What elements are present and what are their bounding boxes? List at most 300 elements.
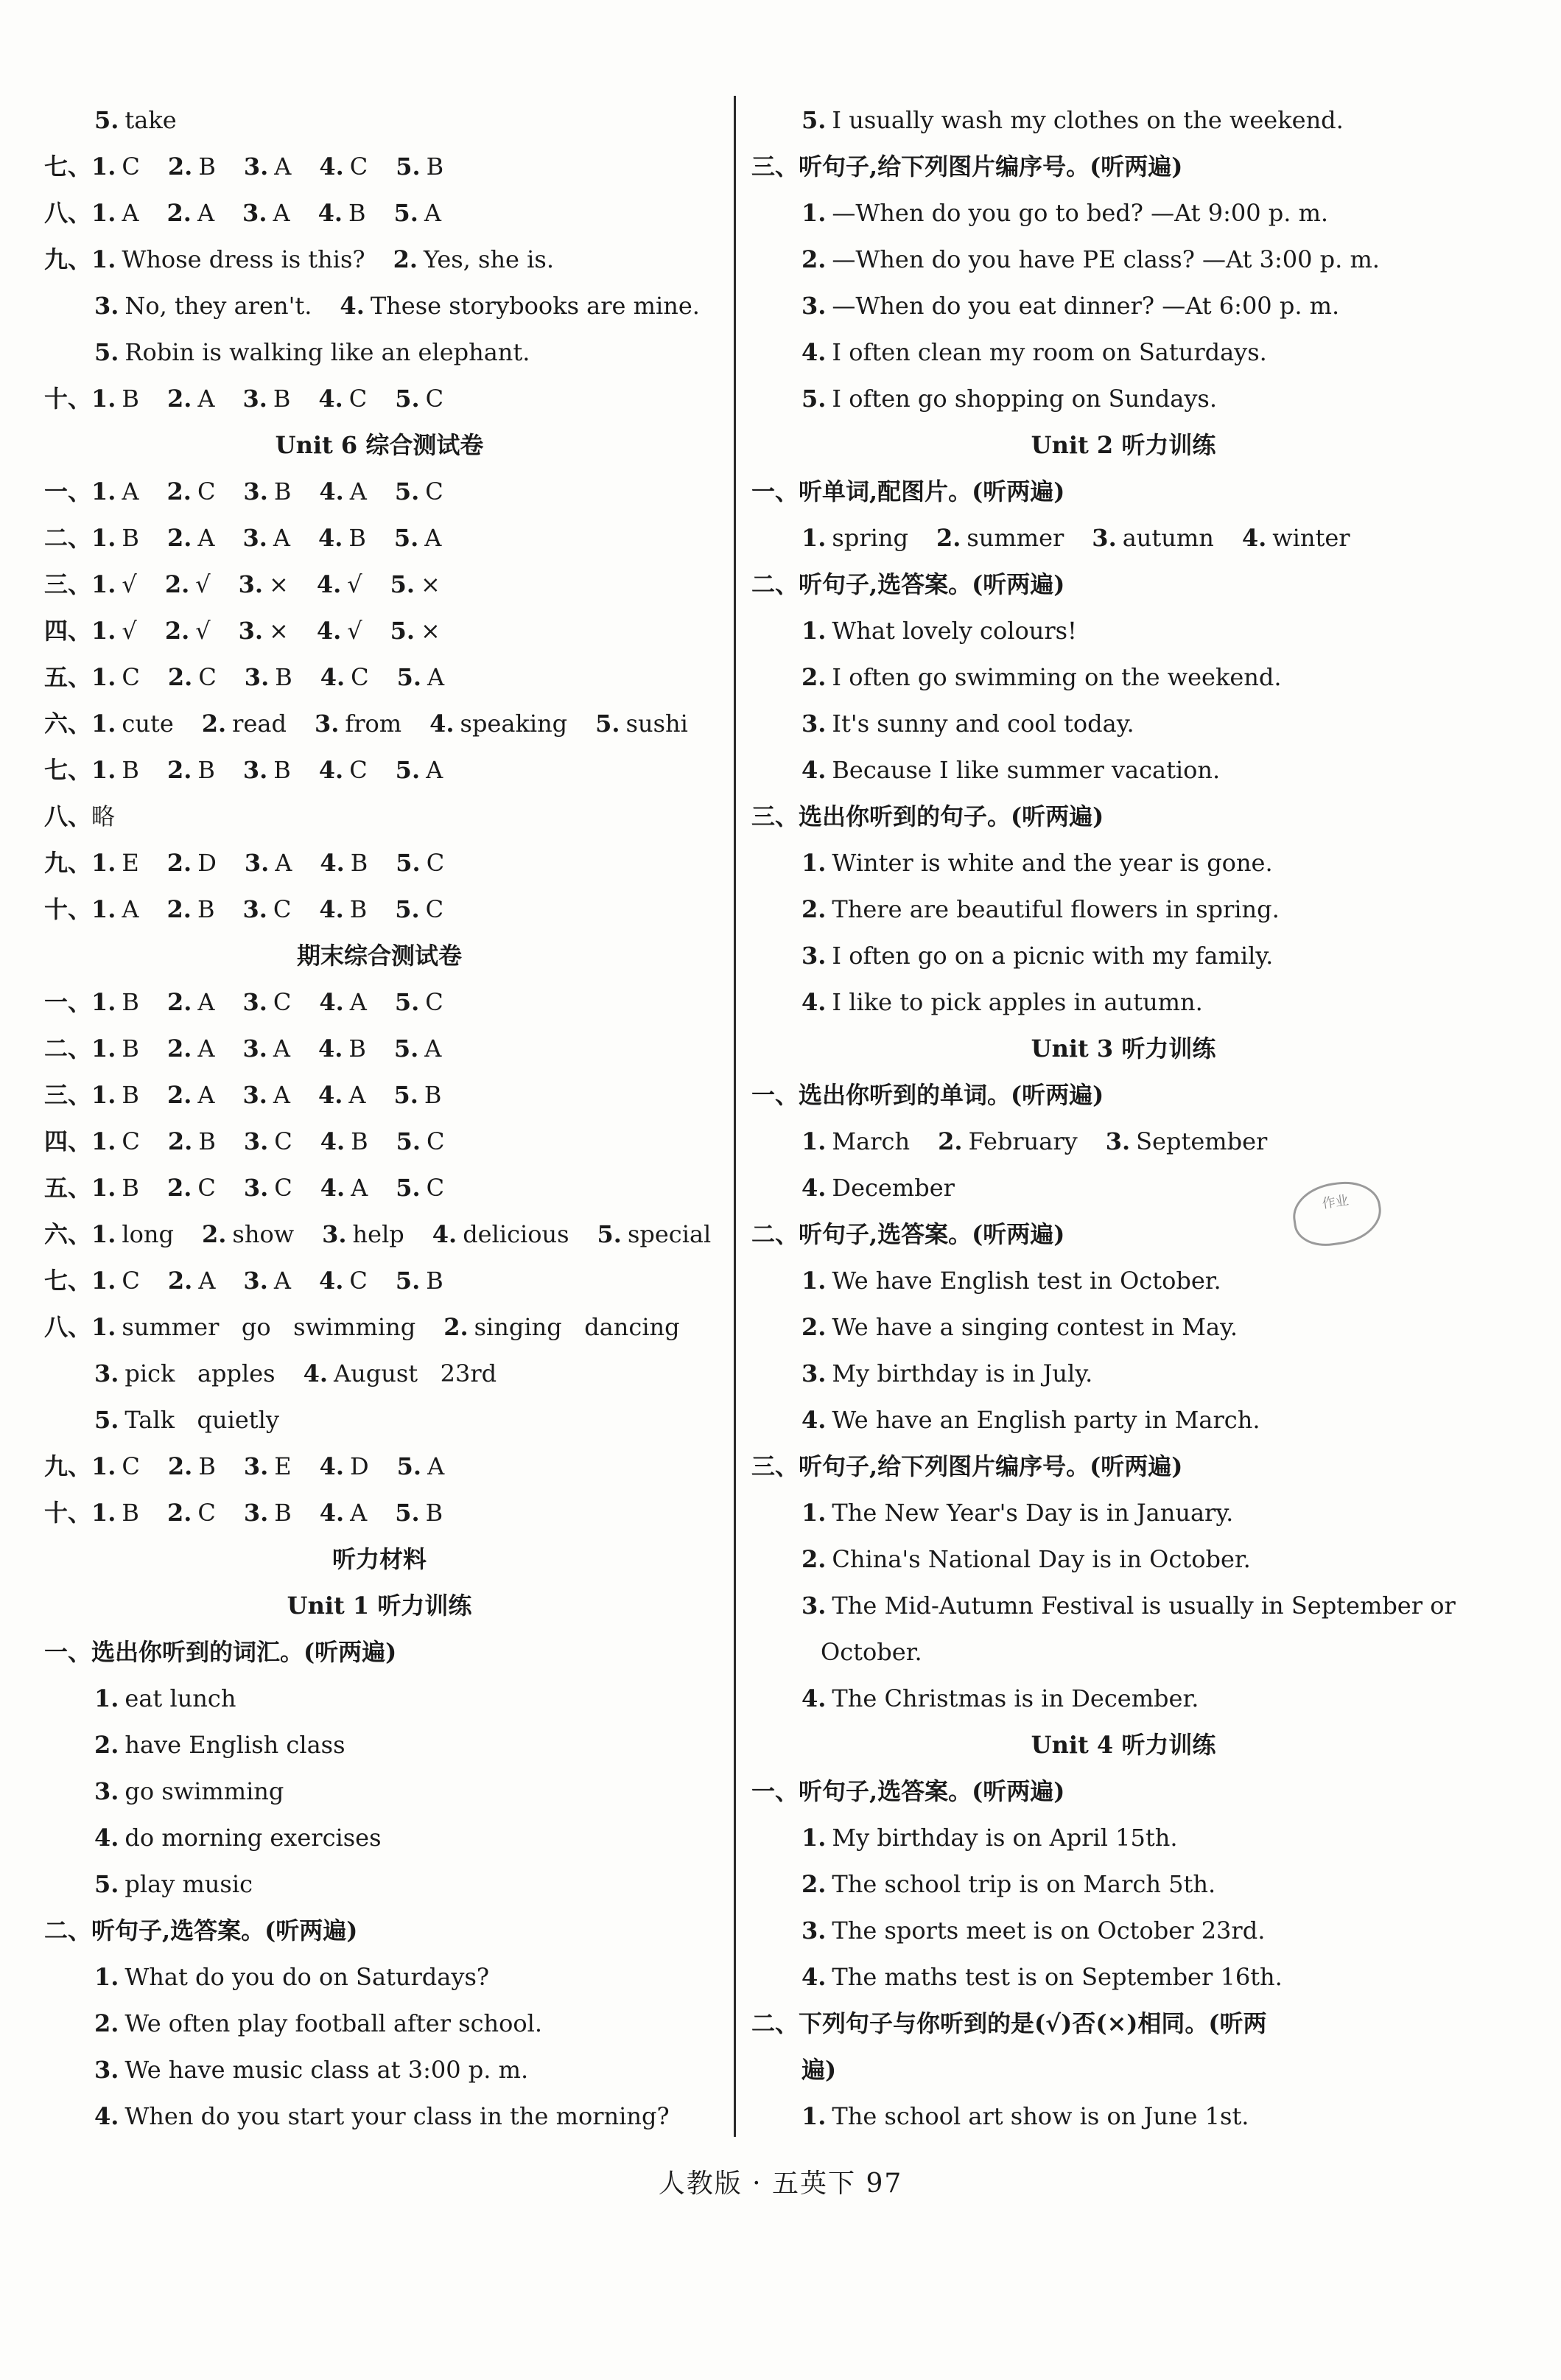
answer-item [94, 1963, 489, 1991]
item-text: B [349, 895, 368, 923]
answer-item [318, 385, 367, 413]
answer-item [242, 385, 290, 413]
item-text: B [275, 663, 292, 691]
answer-item [91, 1081, 139, 1109]
answer-line [751, 1351, 1495, 1397]
answer-item [319, 895, 367, 923]
answer-item [801, 1684, 1199, 1712]
item-text: show [232, 1220, 295, 1248]
item-number: 3. [801, 1359, 827, 1387]
section-number: 十、 [44, 1499, 92, 1527]
item-number: 1. [91, 245, 116, 273]
answer-line [44, 97, 715, 144]
item-text: The Mid-Autumn Festival is usually in September or [832, 1592, 1456, 1620]
item-number: 4. [320, 849, 345, 877]
answer-item [91, 756, 139, 784]
item-text: C [273, 895, 292, 923]
item-number: 3. [238, 617, 264, 645]
item-text: pick apples [124, 1359, 276, 1387]
item-number: 4. [432, 1220, 457, 1248]
answer-item [801, 1499, 1233, 1527]
answer-item [244, 1127, 292, 1155]
item-text: C [197, 1174, 216, 1202]
item-text: A [350, 1499, 368, 1527]
answer-item [1242, 524, 1350, 552]
answer-item [91, 802, 115, 830]
item-number: 4. [340, 292, 365, 320]
answer-item [801, 1824, 1177, 1852]
item-number: 3. [243, 1174, 269, 1202]
item-text: C [197, 1499, 216, 1527]
item-number: 4. [94, 2102, 119, 2130]
item-number: 1. [91, 477, 116, 505]
answer-line [44, 886, 715, 933]
item-text: B [122, 385, 139, 413]
answer-item [801, 988, 1203, 1016]
item-number: 5. [396, 1452, 422, 1480]
item-number: 5. [396, 849, 421, 877]
answer-item [395, 988, 443, 1016]
item-number: 1. [91, 663, 116, 691]
item-text: √ [122, 570, 137, 598]
answer-item [396, 1174, 444, 1202]
item-text: I often clean my room on Saturdays. [832, 338, 1267, 366]
answer-item [319, 756, 368, 784]
item-number: 4. [94, 1824, 119, 1852]
answer-item [319, 1267, 368, 1295]
item-number: 3. [242, 385, 267, 413]
answer-line [44, 1490, 715, 1536]
item-number: 1. [94, 1684, 119, 1712]
item-text: C [425, 477, 443, 505]
item-text: C [349, 153, 368, 181]
answer-item [801, 1545, 1251, 1573]
item-text: × [269, 617, 289, 645]
answer-item [397, 663, 445, 691]
answer-item [202, 1220, 294, 1248]
answer-line [751, 701, 1495, 747]
item-number: 4. [320, 1174, 345, 1202]
item-text: B [122, 1174, 139, 1202]
item-number: 3. [243, 1127, 269, 1155]
item-number: 4. [801, 756, 827, 784]
answer-line [751, 1815, 1495, 1861]
answer-line [44, 1676, 715, 1722]
item-number: 3. [243, 1267, 268, 1295]
item-text: These storybooks are mine. [370, 292, 700, 320]
item-text: B [274, 1499, 292, 1527]
item-number: 3. [314, 710, 340, 738]
item-text: A [122, 895, 139, 923]
answer-item [91, 385, 139, 413]
item-number: 1. [91, 1313, 116, 1341]
item-number: 2. [166, 895, 192, 923]
item-number: 4. [318, 1035, 343, 1063]
answer-item [801, 849, 1273, 877]
item-text: December [832, 1174, 955, 1202]
answer-item [801, 756, 1220, 784]
item-number: 3. [243, 477, 268, 505]
answer-line [44, 2001, 715, 2047]
answer-line [44, 840, 715, 886]
answer-item [396, 756, 443, 784]
answer-item [91, 199, 139, 227]
answer-item [168, 1127, 216, 1155]
answer-item [94, 2009, 542, 2037]
section-number: 五、 [44, 1174, 92, 1202]
item-text: B [426, 1267, 443, 1295]
item-number: 4. [319, 895, 344, 923]
section-number: 二、 [44, 1035, 92, 1063]
item-text: Winter is white and the year is gone. [832, 849, 1273, 877]
item-text: singing dancing [474, 1313, 680, 1341]
item-number: 3. [94, 2056, 119, 2084]
item-number: 1. [91, 385, 116, 413]
item-text: B [348, 524, 366, 552]
answer-item [318, 1081, 366, 1109]
item-text: B [273, 385, 291, 413]
item-text: √ [195, 617, 211, 645]
item-text: √ [195, 570, 211, 598]
answer-item [801, 663, 1282, 691]
item-text: B [197, 895, 215, 923]
answer-line [44, 1072, 715, 1119]
item-number: 4. [316, 570, 342, 598]
item-text: C [274, 1127, 292, 1155]
answer-line [751, 886, 1495, 933]
answer-item [91, 570, 137, 598]
item-text: What lovely colours! [832, 617, 1077, 645]
item-number: 2. [166, 849, 192, 877]
item-text: × [421, 570, 441, 598]
section-number: 六、 [44, 710, 92, 738]
item-text: C [122, 663, 140, 691]
answer-line [751, 933, 1495, 979]
item-number: 1. [91, 617, 116, 645]
item-text: B [122, 988, 139, 1016]
item-text: B [348, 199, 366, 227]
answer-item [168, 663, 217, 691]
answer-item [1092, 524, 1214, 552]
item-text: A [424, 199, 441, 227]
item-text: Yes, she is. [423, 245, 554, 273]
item-number: 2. [167, 1127, 193, 1155]
item-number: 5. [394, 477, 420, 505]
item-text: 略 [91, 802, 116, 830]
item-text: C [198, 663, 217, 691]
answer-item [91, 663, 140, 691]
item-text: speaking [460, 710, 568, 738]
answer-line [751, 1490, 1495, 1536]
item-number: 5. [396, 663, 422, 691]
item-number: 5. [395, 385, 420, 413]
section-number: 一、 [44, 988, 92, 1016]
item-number: 2. [801, 663, 827, 691]
answer-line [751, 283, 1495, 329]
answer-item [167, 385, 215, 413]
answer-item [243, 477, 291, 505]
item-number: 5. [801, 385, 827, 413]
item-number: 3. [801, 1592, 827, 1620]
section-heading: Unit 6 综合测试卷 [275, 431, 484, 459]
item-number: 4. [1241, 524, 1267, 552]
answer-item [91, 1035, 139, 1063]
answer-item [395, 895, 443, 923]
item-number: 4. [801, 1963, 827, 1991]
item-number: 1. [91, 1174, 116, 1202]
answer-item [94, 338, 530, 366]
answer-item [597, 1220, 712, 1248]
answer-line [751, 1304, 1495, 1351]
item-number: 1. [801, 1127, 827, 1155]
answer-line [751, 97, 1495, 144]
item-text: My birthday is in July. [832, 1359, 1093, 1387]
item-text: —When do you have PE class? —At 3:00 p. m. [832, 245, 1380, 273]
answer-line [44, 1815, 715, 1861]
item-text: No, they aren't. [124, 292, 312, 320]
item-text: A [424, 524, 442, 552]
answer-item [396, 153, 443, 181]
answer-item [91, 710, 174, 738]
item-number: 3. [801, 292, 827, 320]
answer-item [91, 988, 139, 1016]
item-text: Robin is walking like an elephant. [124, 338, 530, 366]
item-text: C [425, 385, 444, 413]
answer-item [801, 1174, 955, 1202]
item-number: 5. [395, 895, 420, 923]
item-text: We have a singing contest in May. [832, 1313, 1238, 1341]
item-text: special [627, 1220, 712, 1248]
answer-item [396, 1267, 443, 1295]
item-text: C [426, 849, 445, 877]
item-text: spring [832, 524, 908, 552]
item-number: 3. [1105, 1127, 1131, 1155]
item-number: 1. [801, 1824, 827, 1852]
question-title: 二、听句子,选答案。(听两遍) [751, 1220, 1065, 1248]
answer-item [801, 617, 1077, 645]
answer-item [397, 1452, 445, 1480]
item-number: 2. [167, 1452, 193, 1480]
item-number: 3. [244, 663, 270, 691]
item-number: 5. [396, 1127, 421, 1155]
answer-item [801, 1406, 1260, 1434]
answer-item [390, 570, 441, 598]
answer-line [751, 1536, 1495, 1583]
answer-line [751, 1861, 1495, 1908]
item-text: A [349, 477, 367, 505]
item-text: October. [821, 1638, 922, 1666]
item-number: 2. [801, 245, 827, 273]
section-number: 十、 [44, 895, 92, 923]
item-text: A [426, 756, 443, 784]
item-text: sushi [625, 710, 688, 738]
item-text: A [427, 663, 445, 691]
item-text: A [424, 1035, 442, 1063]
answer-item [91, 1127, 140, 1155]
item-text: A [198, 1267, 216, 1295]
answer-item [393, 1081, 441, 1109]
answer-line [751, 515, 1495, 561]
answer-line [44, 329, 715, 376]
answer-line [44, 237, 715, 283]
item-number: 2. [167, 1267, 193, 1295]
question-title: 二、听句子,选答案。(听两遍) [751, 570, 1065, 598]
answer-item [167, 988, 215, 1016]
section-number: 一、 [44, 477, 92, 505]
item-number: 1. [801, 524, 827, 552]
answer-item [595, 710, 688, 738]
item-number: 1. [91, 1452, 116, 1480]
item-number: 2. [166, 477, 192, 505]
item-text: A [351, 1174, 368, 1202]
item-number: 3. [1092, 524, 1117, 552]
answer-item [167, 849, 217, 877]
item-number: 1. [91, 524, 116, 552]
item-number: 3. [801, 942, 827, 970]
answer-item [244, 1452, 292, 1480]
answer-item [801, 524, 908, 552]
answer-item [167, 756, 215, 784]
section-number: 七、 [44, 756, 92, 784]
answer-item [243, 756, 291, 784]
item-number: 4. [320, 1127, 345, 1155]
section-heading: Unit 1 听力训练 [287, 1592, 472, 1620]
item-text: C [122, 153, 140, 181]
answer-line [751, 1676, 1495, 1722]
answer-item [938, 1127, 1078, 1155]
answer-item [91, 1220, 174, 1248]
item-text: from [345, 710, 402, 738]
section-number: 六、 [44, 1220, 92, 1248]
answer-line [44, 376, 715, 422]
item-text: C [274, 1174, 292, 1202]
answer-item [801, 385, 1217, 413]
section-heading: Unit 3 听力训练 [1031, 1035, 1216, 1063]
answer-line [751, 1629, 1495, 1676]
answer-line [44, 1768, 715, 1815]
item-text: cute [122, 710, 174, 738]
item-number: 2. [167, 153, 193, 181]
item-text: It's sunny and cool today. [832, 710, 1134, 738]
question-title: 一、听单词,配图片。(听两遍) [751, 477, 1065, 505]
item-number: 3. [242, 756, 268, 784]
answer-line [751, 1258, 1495, 1304]
answer-item [320, 663, 369, 691]
answer-item [443, 1313, 679, 1341]
answer-line [751, 1397, 1495, 1443]
item-number: 4. [319, 477, 344, 505]
item-text: The New Year's Day is in January. [832, 1499, 1234, 1527]
answer-item [239, 617, 289, 645]
item-number: 1. [91, 1267, 116, 1295]
item-number: 2. [166, 524, 192, 552]
answer-item [319, 153, 368, 181]
answer-item [167, 1174, 216, 1202]
item-number: 3. [243, 1499, 269, 1527]
answer-item [167, 895, 215, 923]
item-text: A [273, 524, 290, 552]
item-text: A [427, 1452, 445, 1480]
section-heading: Unit 2 听力训练 [1031, 431, 1216, 459]
item-text: B [122, 756, 139, 784]
item-text: B [122, 524, 139, 552]
answer-item [395, 385, 443, 413]
item-number: 1. [91, 1220, 116, 1248]
answer-item [242, 1035, 290, 1063]
item-text: C [349, 1267, 368, 1295]
item-text: I often go shopping on Sundays. [832, 385, 1218, 413]
section-number: 五、 [44, 663, 92, 691]
answer-item [94, 1777, 284, 1805]
answer-line [44, 1304, 715, 1351]
answer-line [751, 1954, 1495, 2001]
item-number: 4. [801, 1684, 827, 1712]
answer-line [751, 840, 1495, 886]
answer-item [318, 199, 366, 227]
answer-item [801, 106, 1344, 134]
answer-line [44, 794, 715, 840]
answer-line [44, 747, 715, 794]
item-text: —When do you eat dinner? —At 6:00 p. m. [832, 292, 1340, 320]
answer-item [167, 1499, 216, 1527]
item-text: B [198, 1127, 216, 1155]
item-number: 4. [303, 1359, 328, 1387]
item-number: 4. [318, 756, 344, 784]
item-number: 1. [801, 1267, 827, 1295]
answer-item [94, 1731, 345, 1759]
item-number: 5. [595, 710, 620, 738]
answer-item [394, 524, 442, 552]
item-text: A [197, 385, 215, 413]
answer-item [245, 663, 292, 691]
item-text: B [273, 756, 291, 784]
answer-item [167, 524, 215, 552]
item-text: √ [347, 617, 362, 645]
answer-line [44, 1351, 715, 1397]
answer-item [340, 292, 700, 320]
item-number: 3. [243, 1452, 269, 1480]
item-number: 2. [166, 988, 192, 1016]
answer-line [751, 979, 1495, 1026]
item-number: 1. [91, 895, 116, 923]
item-number: 4. [801, 1406, 827, 1434]
answer-item [242, 524, 290, 552]
item-text: A [348, 1081, 366, 1109]
item-number: 5. [801, 106, 827, 134]
section-number: 四、 [44, 617, 92, 645]
answer-line [751, 2093, 1495, 2140]
answer-item [322, 1220, 404, 1248]
item-number: 2. [167, 663, 193, 691]
answer-item [393, 245, 554, 273]
item-number: 1. [801, 617, 827, 645]
item-number: 4. [801, 988, 827, 1016]
column-divider [734, 96, 736, 2137]
item-number: 4. [801, 1174, 827, 1202]
answer-item [94, 106, 177, 134]
item-number: 1. [91, 1081, 116, 1109]
item-text: E [274, 1452, 292, 1480]
item-number: 2. [393, 245, 418, 273]
item-text: A [273, 1035, 290, 1063]
answer-line [44, 608, 715, 654]
item-text: × [421, 617, 441, 645]
answer-item [801, 2102, 1249, 2130]
item-text: read [232, 710, 287, 738]
item-text: C [273, 988, 292, 1016]
item-text: We have music class at 3:00 p. m. [124, 2056, 529, 2084]
item-number: 3. [242, 524, 267, 552]
